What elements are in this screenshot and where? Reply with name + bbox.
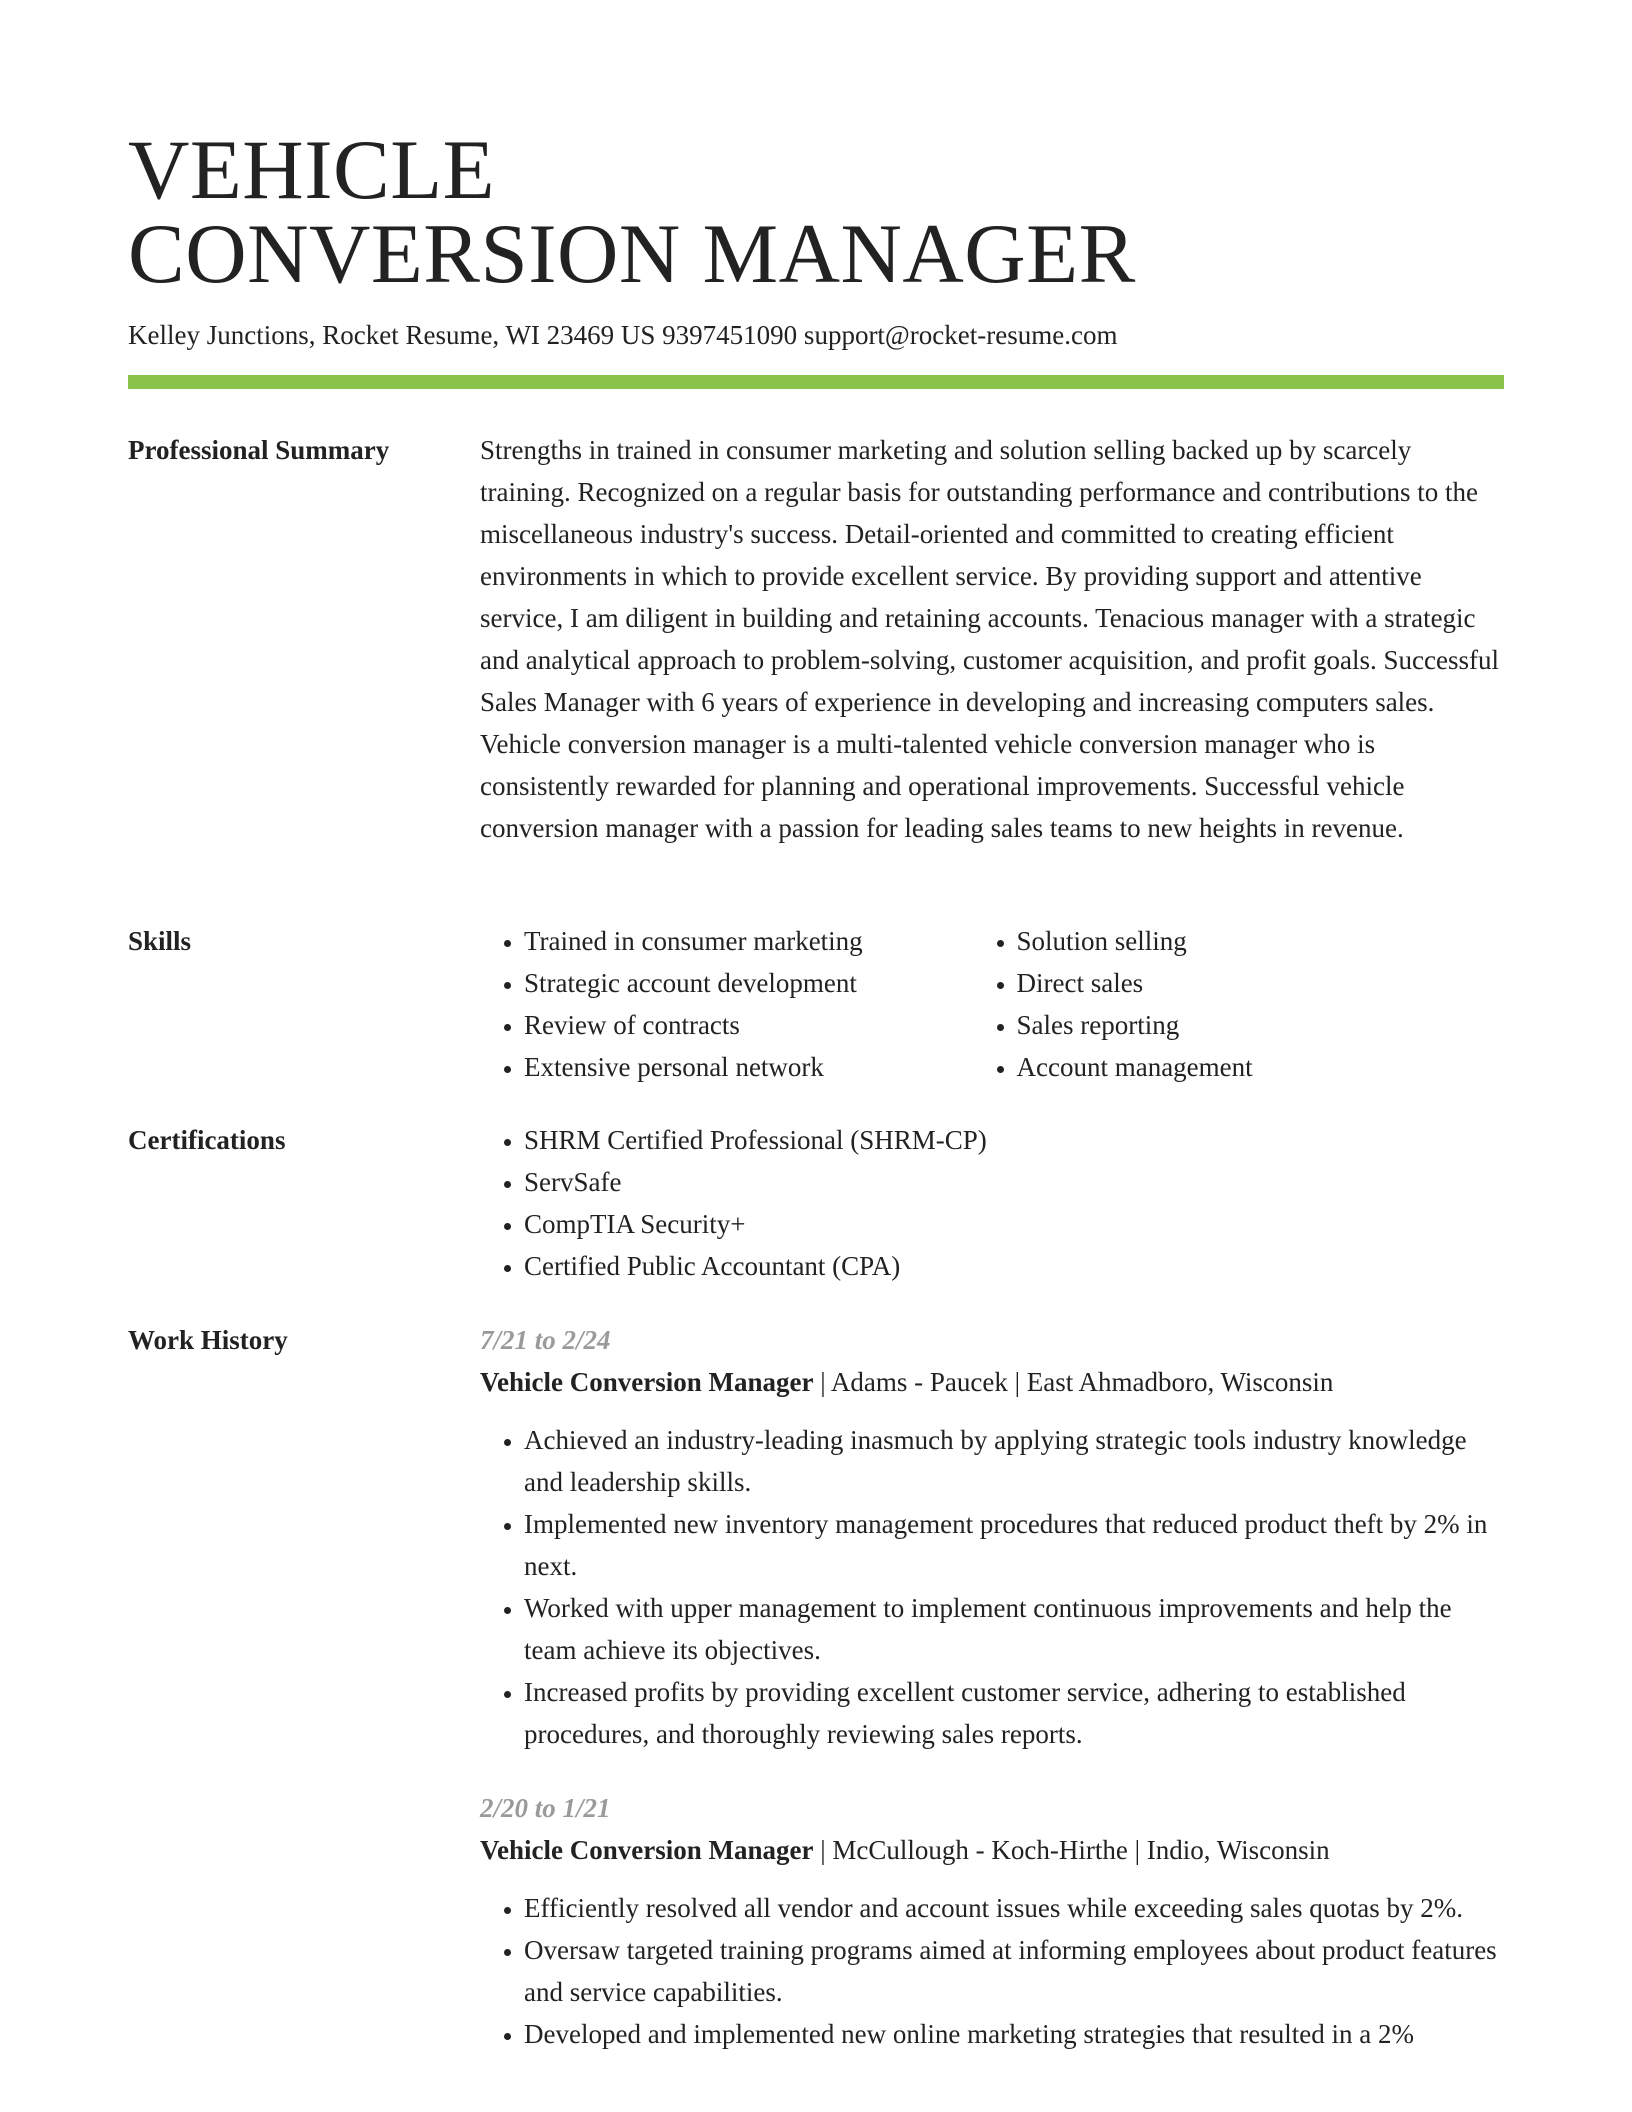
- resume-header: [128, 123, 1504, 389]
- job-entry: [480, 1319, 1504, 1755]
- name-line-1: VEHICLE: [128, 123, 496, 217]
- certification-item: • SHRM Certified Professional (SHRM-CP): [524, 1119, 1504, 1161]
- skill-item: • Direct sales: [1017, 962, 1505, 1004]
- work-history-list: [480, 1319, 1504, 2055]
- certification-item: • CompTIA Security+: [524, 1203, 1504, 1245]
- name-line-2: CONVERSION MANAGER: [128, 207, 1136, 301]
- job-entry: [480, 1787, 1504, 2055]
- job-dates: 7/21 to 2/24: [480, 1325, 611, 1355]
- job-bullet: • Increased profits by providing excellent customer service, adhering to established procedures, and thoroughly reviewing sales reports.: [524, 1671, 1504, 1755]
- skill-item: • Solution selling: [1017, 920, 1505, 962]
- accent-divider: [128, 375, 1504, 389]
- skills-column-2: [973, 920, 1505, 1088]
- skill-item: • Strategic account development: [524, 962, 973, 1004]
- certification-item: • Certified Public Accountant (CPA): [524, 1245, 1504, 1287]
- skill-item: • Extensive personal network: [524, 1046, 973, 1088]
- summary-text: Strengths in trained in consumer marketing and solution selling backed up by scarcely training. Recognized on a regular basis for outstanding performance and contributions to the miscellaneous industry's success. Detail-oriented and committed to creating efficient environments in which to provide excellent service. By providing support and attentive service, I am diligent in building and retaining accounts. Tenacious manager with a strategic and analytical approach to problem-solving, customer acquisition, and profit goals. Successful Sales Manager with 6 years of experience in developing and increasing computers sales. Vehicle conversion manager is a multi-talented vehicle conversion manager who is consistently rewarded for planning and operational improvements. Successful vehicle conversion manager with a passion for leading sales teams to new heights in revenue.: [480, 435, 1499, 843]
- job-bullet: • Achieved an industry-leading inasmuch by applying strategic tools industry knowledge and leadership skills.: [524, 1419, 1504, 1503]
- certification-item: • ServSafe: [524, 1161, 1504, 1203]
- skill-item: • Review of contracts: [524, 1004, 973, 1046]
- job-employer-location: | McCullough - Koch-Hirthe | Indio, Wisconsin: [813, 1835, 1330, 1865]
- job-heading: [480, 1829, 1504, 1871]
- resume-name: [128, 123, 1504, 301]
- skill-item: • Account management: [1017, 1046, 1505, 1088]
- job-heading: [480, 1361, 1504, 1403]
- job-bullet: • Efficiently resolved all vendor and account issues while exceeding sales quotas by 2%.: [524, 1887, 1504, 1929]
- job-title: Vehicle Conversion Manager: [480, 1367, 814, 1397]
- job-bullet: • Implemented new inventory management procedures that reduced product theft by 2% in next.: [524, 1503, 1504, 1587]
- job-employer-location: | Adams - Paucek | East Ahmadboro, Wisconsin: [813, 1367, 1334, 1397]
- certifications-label: Certifications: [128, 1125, 286, 1155]
- job-bullet: • Developed and implemented new online marketing strategies that resulted in a 2%: [524, 2013, 1504, 2055]
- job-title: Vehicle Conversion Manager: [480, 1835, 814, 1865]
- summary-label: Professional Summary: [128, 435, 390, 465]
- certifications-list: [480, 1119, 1504, 1287]
- skills-label: Skills: [128, 926, 192, 956]
- contact-info: Kelley Junctions, Rocket Resume, WI 23469 US 9397451090 support@rocket-resume.com: [128, 320, 1118, 350]
- job-dates: 2/20 to 1/21: [480, 1793, 611, 1823]
- skill-item: • Sales reporting: [1017, 1004, 1505, 1046]
- job-bullet: • Oversaw targeted training programs aimed at informing employees about product features and service capabilities.: [524, 1929, 1504, 2013]
- work-history-label: Work History: [128, 1325, 288, 1355]
- skills-column-1: [480, 920, 973, 1088]
- job-bullet: • Worked with upper management to implement continuous improvements and help the team achieve its objectives.: [524, 1587, 1504, 1671]
- skills-list: [480, 920, 1504, 1088]
- job-bullets: [480, 1419, 1504, 1755]
- skill-item: • Trained in consumer marketing: [524, 920, 973, 962]
- job-bullets: [480, 1887, 1504, 2055]
